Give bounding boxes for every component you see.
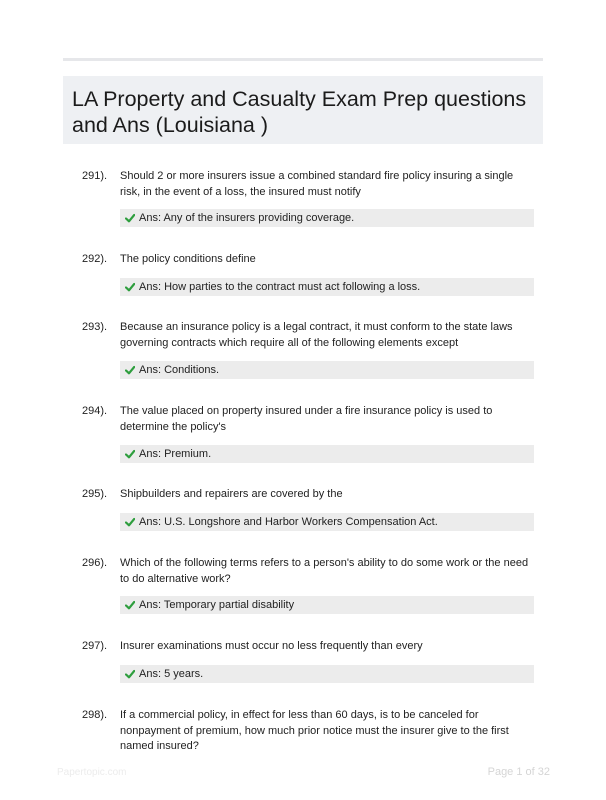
question-number: 296).: [82, 557, 108, 569]
question-text: The value placed on property insured under a fire insurance policy is used to determine the policy's: [120, 405, 493, 433]
question-text: Shipbuilders and repairers are covered by the: [120, 488, 343, 500]
question-number: 292).: [82, 253, 108, 265]
check-icon: [125, 282, 135, 292]
check-icon: [125, 517, 135, 527]
page-title: LA Property and Casualty Exam Prep questions and Ans (Louisiana ): [72, 87, 527, 137]
question-text: Which of the following terms refers to a person's ability to do some work or the need to do alternative work?: [120, 557, 529, 585]
answer-text: Ans: 5 years.: [139, 668, 204, 680]
question-number: 294).: [82, 405, 108, 417]
answer-box: [120, 596, 534, 614]
question-text: Should 2 or more insurers issue a combined standard fire policy insuring a single risk, in the event of a loss, the insured must notify: [120, 170, 514, 198]
question-number: 297).: [82, 640, 108, 652]
answer-text: Ans: How parties to the contract must act following a loss.: [139, 281, 421, 293]
footer-site: Papertopic.com: [57, 767, 127, 778]
page-indicator: Page 1 of 32: [487, 766, 550, 778]
answer-text: Ans: Premium.: [139, 448, 212, 460]
answer-box: [120, 665, 534, 683]
answer-text: Ans: Conditions.: [139, 364, 220, 376]
check-icon: [125, 669, 135, 679]
answer-text: Ans: Any of the insurers providing coverage.: [139, 212, 355, 224]
answer-box: [120, 209, 534, 227]
question-number: 298).: [82, 709, 108, 721]
top-divider: [63, 58, 543, 61]
question-text: Insurer examinations must occur no less frequently than every: [120, 640, 423, 652]
check-icon: [125, 365, 135, 375]
answer-box: [120, 445, 534, 463]
answer-box: [120, 278, 534, 296]
question-number: 295).: [82, 488, 108, 500]
check-icon: [125, 213, 135, 223]
title-box: [63, 76, 543, 144]
check-icon: [125, 600, 135, 610]
answer-box: [120, 361, 534, 379]
answer-text: Ans: Temporary partial disability: [139, 599, 295, 611]
question-number: 293).: [82, 321, 108, 333]
question-text: If a commercial policy, in effect for less than 60 days, is to be canceled for nonpayment of premium, how much prior notice must the insurer give to the first named insured?: [120, 709, 509, 752]
answer-box: [120, 513, 534, 531]
answer-text: Ans: U.S. Longshore and Harbor Workers Compensation Act.: [139, 516, 438, 528]
question-text: Because an insurance policy is a legal contract, it must conform to the state laws governing contracts which require all of the following elements except: [120, 321, 513, 349]
check-icon: [125, 449, 135, 459]
question-number: 291).: [82, 170, 108, 182]
question-text: The policy conditions define: [120, 253, 256, 265]
